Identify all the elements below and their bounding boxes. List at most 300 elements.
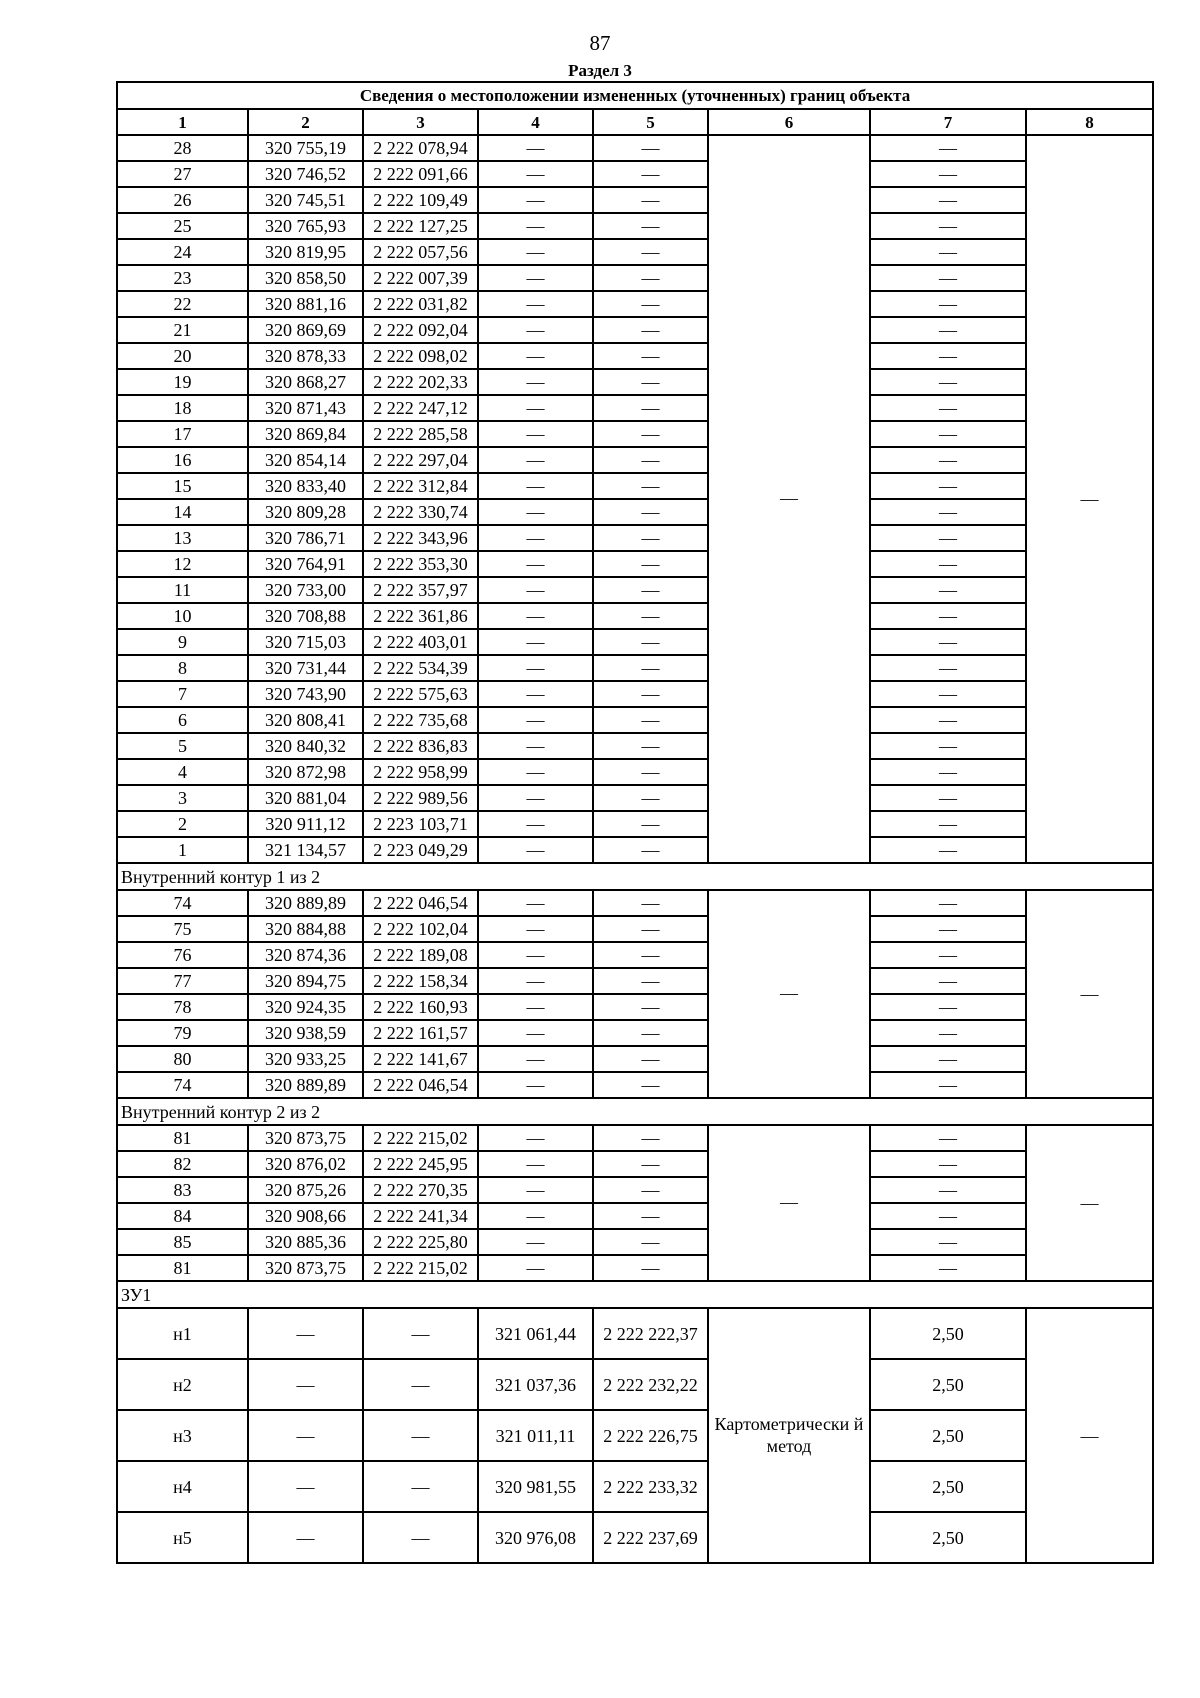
- new-x-coordinate-cell: —: [478, 1125, 593, 1151]
- x-coordinate-cell: 320 765,93: [248, 213, 363, 239]
- x-coordinate-cell: 320 924,35: [248, 994, 363, 1020]
- x-coordinate-cell: 320 908,66: [248, 1203, 363, 1229]
- new-x-coordinate-cell: —: [478, 1255, 593, 1281]
- column-number: 2: [248, 109, 363, 135]
- table-body: [117, 82, 1153, 1563]
- description-cell: —: [1026, 1308, 1153, 1563]
- new-x-coordinate-cell: —: [478, 343, 593, 369]
- y-coordinate-cell: 2 223 103,71: [363, 811, 478, 837]
- accuracy-cell: 2,50: [870, 1410, 1026, 1461]
- point-number-cell: 74: [117, 1072, 248, 1098]
- contour-group-row: [117, 1098, 1153, 1125]
- y-coordinate-cell: 2 222 958,99: [363, 759, 478, 785]
- new-y-coordinate-cell: —: [593, 551, 708, 577]
- table-row: [117, 1308, 1153, 1359]
- y-coordinate-cell: 2 222 836,83: [363, 733, 478, 759]
- y-coordinate-cell: 2 222 202,33: [363, 369, 478, 395]
- new-x-coordinate-cell: —: [478, 890, 593, 916]
- accuracy-cell: —: [870, 213, 1026, 239]
- new-y-coordinate-cell: —: [593, 1020, 708, 1046]
- new-x-coordinate-cell: —: [478, 942, 593, 968]
- x-coordinate-cell: 320 873,75: [248, 1255, 363, 1281]
- new-y-coordinate-cell: 2 222 222,37: [593, 1308, 708, 1359]
- table-row: [117, 837, 1153, 863]
- new-y-coordinate-cell: —: [593, 317, 708, 343]
- new-x-coordinate-cell: —: [478, 239, 593, 265]
- table-row: [117, 1512, 1153, 1563]
- new-x-coordinate-cell: —: [478, 681, 593, 707]
- point-number-cell: 17: [117, 421, 248, 447]
- x-coordinate-cell: 320 764,91: [248, 551, 363, 577]
- point-number-cell: 83: [117, 1177, 248, 1203]
- column-number: 7: [870, 109, 1026, 135]
- table-row: [117, 369, 1153, 395]
- new-y-coordinate-cell: —: [593, 890, 708, 916]
- table-row: [117, 733, 1153, 759]
- new-x-coordinate-cell: —: [478, 811, 593, 837]
- point-number-cell: 9: [117, 629, 248, 655]
- column-number: 8: [1026, 109, 1153, 135]
- accuracy-cell: —: [870, 916, 1026, 942]
- y-coordinate-cell: 2 222 247,12: [363, 395, 478, 421]
- new-y-coordinate-cell: —: [593, 525, 708, 551]
- accuracy-cell: —: [870, 187, 1026, 213]
- table-row: [117, 603, 1153, 629]
- point-number-cell: 5: [117, 733, 248, 759]
- x-coordinate-cell: 320 881,04: [248, 785, 363, 811]
- y-coordinate-cell: 2 222 007,39: [363, 265, 478, 291]
- column-numbers-row: [117, 109, 1153, 135]
- accuracy-cell: —: [870, 577, 1026, 603]
- new-y-coordinate-cell: —: [593, 1229, 708, 1255]
- x-coordinate-cell: 320 894,75: [248, 968, 363, 994]
- point-number-cell: н1: [117, 1308, 248, 1359]
- y-coordinate-cell: 2 222 297,04: [363, 447, 478, 473]
- accuracy-cell: —: [870, 1072, 1026, 1098]
- new-y-coordinate-cell: —: [593, 942, 708, 968]
- y-coordinate-cell: 2 222 575,63: [363, 681, 478, 707]
- x-coordinate-cell: 320 786,71: [248, 525, 363, 551]
- x-coordinate-cell: 320 933,25: [248, 1046, 363, 1072]
- point-number-cell: 75: [117, 916, 248, 942]
- point-number-cell: 6: [117, 707, 248, 733]
- x-coordinate-cell: 320 708,88: [248, 603, 363, 629]
- x-coordinate-cell: 320 876,02: [248, 1151, 363, 1177]
- accuracy-cell: —: [870, 681, 1026, 707]
- point-number-cell: 13: [117, 525, 248, 551]
- new-y-coordinate-cell: —: [593, 811, 708, 837]
- x-coordinate-cell: 320 911,12: [248, 811, 363, 837]
- method-cell: —: [708, 135, 870, 863]
- new-x-coordinate-cell: —: [478, 525, 593, 551]
- y-coordinate-cell: 2 222 225,80: [363, 1229, 478, 1255]
- new-x-coordinate-cell: 321 061,44: [478, 1308, 593, 1359]
- point-number-cell: 81: [117, 1125, 248, 1151]
- point-number-cell: 26: [117, 187, 248, 213]
- table-row: [117, 161, 1153, 187]
- table-row: [117, 629, 1153, 655]
- boundary-table: [116, 81, 1154, 1564]
- accuracy-cell: —: [870, 968, 1026, 994]
- point-number-cell: 76: [117, 942, 248, 968]
- accuracy-cell: —: [870, 655, 1026, 681]
- new-y-coordinate-cell: —: [593, 1203, 708, 1229]
- x-coordinate-cell: 320 938,59: [248, 1020, 363, 1046]
- y-coordinate-cell: 2 222 102,04: [363, 916, 478, 942]
- point-number-cell: 2: [117, 811, 248, 837]
- new-y-coordinate-cell: 2 222 232,22: [593, 1359, 708, 1410]
- table-row: [117, 577, 1153, 603]
- accuracy-cell: 2,50: [870, 1461, 1026, 1512]
- point-number-cell: 24: [117, 239, 248, 265]
- table-row: [117, 1410, 1153, 1461]
- point-number-cell: 10: [117, 603, 248, 629]
- y-coordinate-cell: 2 222 160,93: [363, 994, 478, 1020]
- y-coordinate-cell: 2 222 215,02: [363, 1255, 478, 1281]
- x-coordinate-cell: 320 869,69: [248, 317, 363, 343]
- x-coordinate-cell: —: [248, 1461, 363, 1512]
- x-coordinate-cell: 320 808,41: [248, 707, 363, 733]
- new-y-coordinate-cell: —: [593, 1046, 708, 1072]
- table-row: [117, 681, 1153, 707]
- new-x-coordinate-cell: —: [478, 1177, 593, 1203]
- new-y-coordinate-cell: —: [593, 343, 708, 369]
- y-coordinate-cell: 2 222 141,67: [363, 1046, 478, 1072]
- table-row: [117, 525, 1153, 551]
- y-coordinate-cell: 2 222 989,56: [363, 785, 478, 811]
- new-y-coordinate-cell: —: [593, 265, 708, 291]
- accuracy-cell: —: [870, 265, 1026, 291]
- new-x-coordinate-cell: —: [478, 785, 593, 811]
- y-coordinate-cell: 2 222 361,86: [363, 603, 478, 629]
- point-number-cell: 14: [117, 499, 248, 525]
- new-x-coordinate-cell: —: [478, 395, 593, 421]
- x-coordinate-cell: 320 833,40: [248, 473, 363, 499]
- table-row: [117, 551, 1153, 577]
- contour-group-row: [117, 1281, 1153, 1308]
- table-row: [117, 187, 1153, 213]
- new-y-coordinate-cell: —: [593, 291, 708, 317]
- table-row: [117, 1046, 1153, 1072]
- table-row: [117, 655, 1153, 681]
- accuracy-cell: 2,50: [870, 1512, 1026, 1563]
- description-cell: —: [1026, 1125, 1153, 1281]
- accuracy-cell: —: [870, 759, 1026, 785]
- new-x-coordinate-cell: —: [478, 317, 593, 343]
- point-number-cell: 7: [117, 681, 248, 707]
- new-y-coordinate-cell: —: [593, 499, 708, 525]
- table-row: [117, 213, 1153, 239]
- point-number-cell: 3: [117, 785, 248, 811]
- y-coordinate-cell: —: [363, 1308, 478, 1359]
- point-number-cell: 20: [117, 343, 248, 369]
- point-number-cell: 78: [117, 994, 248, 1020]
- x-coordinate-cell: 320 840,32: [248, 733, 363, 759]
- column-number: 1: [117, 109, 248, 135]
- table-row: [117, 421, 1153, 447]
- point-number-cell: 16: [117, 447, 248, 473]
- x-coordinate-cell: 320 889,89: [248, 1072, 363, 1098]
- new-y-coordinate-cell: —: [593, 447, 708, 473]
- x-coordinate-cell: 320 731,44: [248, 655, 363, 681]
- contour-label: Внутренний контур 1 из 2: [117, 863, 1153, 890]
- point-number-cell: н5: [117, 1512, 248, 1563]
- new-y-coordinate-cell: —: [593, 655, 708, 681]
- table-row: [117, 759, 1153, 785]
- accuracy-cell: —: [870, 421, 1026, 447]
- table-row: [117, 785, 1153, 811]
- x-coordinate-cell: 320 809,28: [248, 499, 363, 525]
- x-coordinate-cell: 320 871,43: [248, 395, 363, 421]
- x-coordinate-cell: 320 854,14: [248, 447, 363, 473]
- y-coordinate-cell: 2 222 312,84: [363, 473, 478, 499]
- y-coordinate-cell: 2 222 031,82: [363, 291, 478, 317]
- new-x-coordinate-cell: —: [478, 291, 593, 317]
- accuracy-cell: —: [870, 447, 1026, 473]
- new-y-coordinate-cell: —: [593, 395, 708, 421]
- new-y-coordinate-cell: —: [593, 785, 708, 811]
- accuracy-cell: —: [870, 837, 1026, 863]
- table-row: [117, 994, 1153, 1020]
- table-row: [117, 343, 1153, 369]
- point-number-cell: 12: [117, 551, 248, 577]
- accuracy-cell: —: [870, 239, 1026, 265]
- table-row: [117, 1255, 1153, 1281]
- new-y-coordinate-cell: 2 222 233,32: [593, 1461, 708, 1512]
- new-x-coordinate-cell: —: [478, 1229, 593, 1255]
- table-row: [117, 1203, 1153, 1229]
- description-cell: —: [1026, 890, 1153, 1098]
- accuracy-cell: —: [870, 161, 1026, 187]
- new-y-coordinate-cell: 2 222 226,75: [593, 1410, 708, 1461]
- y-coordinate-cell: —: [363, 1512, 478, 1563]
- accuracy-cell: —: [870, 525, 1026, 551]
- new-x-coordinate-cell: —: [478, 213, 593, 239]
- section-title: Раздел 3: [568, 61, 632, 80]
- new-x-coordinate-cell: —: [478, 421, 593, 447]
- y-coordinate-cell: 2 222 046,54: [363, 1072, 478, 1098]
- accuracy-cell: 2,50: [870, 1359, 1026, 1410]
- new-y-coordinate-cell: —: [593, 759, 708, 785]
- new-y-coordinate-cell: —: [593, 707, 708, 733]
- table-row: [117, 916, 1153, 942]
- y-coordinate-cell: 2 222 215,02: [363, 1125, 478, 1151]
- new-y-coordinate-cell: —: [593, 473, 708, 499]
- x-coordinate-cell: 320 743,90: [248, 681, 363, 707]
- x-coordinate-cell: 321 134,57: [248, 837, 363, 863]
- accuracy-cell: —: [870, 994, 1026, 1020]
- point-number-cell: 22: [117, 291, 248, 317]
- point-number-cell: 82: [117, 1151, 248, 1177]
- column-number: 5: [593, 109, 708, 135]
- new-x-coordinate-cell: 320 976,08: [478, 1512, 593, 1563]
- point-number-cell: 8: [117, 655, 248, 681]
- y-coordinate-cell: —: [363, 1410, 478, 1461]
- y-coordinate-cell: 2 222 343,96: [363, 525, 478, 551]
- table-row: [117, 135, 1153, 161]
- accuracy-cell: —: [870, 1046, 1026, 1072]
- x-coordinate-cell: —: [248, 1308, 363, 1359]
- accuracy-cell: —: [870, 369, 1026, 395]
- table-row: [117, 968, 1153, 994]
- accuracy-cell: —: [870, 499, 1026, 525]
- point-number-cell: 28: [117, 135, 248, 161]
- table-row: [117, 1151, 1153, 1177]
- new-y-coordinate-cell: —: [593, 603, 708, 629]
- y-coordinate-cell: 2 222 353,30: [363, 551, 478, 577]
- x-coordinate-cell: 320 819,95: [248, 239, 363, 265]
- new-y-coordinate-cell: —: [593, 1151, 708, 1177]
- accuracy-cell: —: [870, 1177, 1026, 1203]
- accuracy-cell: —: [870, 1203, 1026, 1229]
- new-x-coordinate-cell: —: [478, 603, 593, 629]
- new-y-coordinate-cell: —: [593, 213, 708, 239]
- new-y-coordinate-cell: —: [593, 994, 708, 1020]
- point-number-cell: 81: [117, 1255, 248, 1281]
- accuracy-cell: —: [870, 551, 1026, 577]
- point-number-cell: 84: [117, 1203, 248, 1229]
- point-number-cell: н4: [117, 1461, 248, 1512]
- accuracy-cell: —: [870, 135, 1026, 161]
- new-y-coordinate-cell: —: [593, 421, 708, 447]
- point-number-cell: 1: [117, 837, 248, 863]
- new-x-coordinate-cell: 321 037,36: [478, 1359, 593, 1410]
- table-row: [117, 1177, 1153, 1203]
- new-x-coordinate-cell: —: [478, 473, 593, 499]
- accuracy-cell: —: [870, 1125, 1026, 1151]
- x-coordinate-cell: 320 878,33: [248, 343, 363, 369]
- column-number: 6: [708, 109, 870, 135]
- accuracy-cell: —: [870, 317, 1026, 343]
- new-x-coordinate-cell: —: [478, 447, 593, 473]
- y-coordinate-cell: 2 222 357,97: [363, 577, 478, 603]
- accuracy-cell: —: [870, 629, 1026, 655]
- table-row: [117, 265, 1153, 291]
- new-x-coordinate-cell: —: [478, 707, 593, 733]
- y-coordinate-cell: 2 222 091,66: [363, 161, 478, 187]
- contour-group-row: [117, 863, 1153, 890]
- point-number-cell: 11: [117, 577, 248, 603]
- y-coordinate-cell: 2 223 049,29: [363, 837, 478, 863]
- point-number-cell: 15: [117, 473, 248, 499]
- new-x-coordinate-cell: —: [478, 629, 593, 655]
- new-y-coordinate-cell: —: [593, 968, 708, 994]
- table-row: [117, 707, 1153, 733]
- new-y-coordinate-cell: —: [593, 369, 708, 395]
- x-coordinate-cell: 320 875,26: [248, 1177, 363, 1203]
- table-row: [117, 811, 1153, 837]
- accuracy-cell: —: [870, 473, 1026, 499]
- new-x-coordinate-cell: —: [478, 1020, 593, 1046]
- new-x-coordinate-cell: —: [478, 265, 593, 291]
- point-number-cell: 27: [117, 161, 248, 187]
- method-cell: —: [708, 890, 870, 1098]
- y-coordinate-cell: 2 222 158,34: [363, 968, 478, 994]
- table-caption: Сведения о местоположении измененных (уточненных) границ объекта: [117, 82, 1153, 109]
- x-coordinate-cell: 320 858,50: [248, 265, 363, 291]
- accuracy-cell: —: [870, 1229, 1026, 1255]
- new-y-coordinate-cell: —: [593, 577, 708, 603]
- new-x-coordinate-cell: —: [478, 1046, 593, 1072]
- table-row: [117, 942, 1153, 968]
- new-y-coordinate-cell: —: [593, 916, 708, 942]
- new-x-coordinate-cell: —: [478, 577, 593, 603]
- new-y-coordinate-cell: —: [593, 1072, 708, 1098]
- y-coordinate-cell: 2 222 189,08: [363, 942, 478, 968]
- point-number-cell: н2: [117, 1359, 248, 1410]
- y-coordinate-cell: 2 222 330,74: [363, 499, 478, 525]
- x-coordinate-cell: —: [248, 1410, 363, 1461]
- new-y-coordinate-cell: —: [593, 837, 708, 863]
- new-x-coordinate-cell: —: [478, 994, 593, 1020]
- accuracy-cell: —: [870, 603, 1026, 629]
- table-row: [117, 1072, 1153, 1098]
- new-y-coordinate-cell: —: [593, 1255, 708, 1281]
- new-y-coordinate-cell: —: [593, 187, 708, 213]
- table-row: [117, 317, 1153, 343]
- x-coordinate-cell: 320 745,51: [248, 187, 363, 213]
- point-number-cell: н3: [117, 1410, 248, 1461]
- point-number-cell: 85: [117, 1229, 248, 1255]
- column-number: 4: [478, 109, 593, 135]
- new-x-coordinate-cell: 320 981,55: [478, 1461, 593, 1512]
- new-x-coordinate-cell: —: [478, 135, 593, 161]
- new-x-coordinate-cell: 321 011,11: [478, 1410, 593, 1461]
- table-row: [117, 239, 1153, 265]
- point-number-cell: 19: [117, 369, 248, 395]
- y-coordinate-cell: 2 222 078,94: [363, 135, 478, 161]
- x-coordinate-cell: 320 872,98: [248, 759, 363, 785]
- new-y-coordinate-cell: —: [593, 733, 708, 759]
- y-coordinate-cell: 2 222 092,04: [363, 317, 478, 343]
- new-x-coordinate-cell: —: [478, 968, 593, 994]
- table-row: [117, 1125, 1153, 1151]
- new-x-coordinate-cell: —: [478, 655, 593, 681]
- new-x-coordinate-cell: —: [478, 369, 593, 395]
- accuracy-cell: —: [870, 890, 1026, 916]
- x-coordinate-cell: 320 733,00: [248, 577, 363, 603]
- y-coordinate-cell: 2 222 241,34: [363, 1203, 478, 1229]
- new-x-coordinate-cell: —: [478, 499, 593, 525]
- new-x-coordinate-cell: —: [478, 837, 593, 863]
- new-x-coordinate-cell: —: [478, 161, 593, 187]
- x-coordinate-cell: 320 874,36: [248, 942, 363, 968]
- table-row: [117, 499, 1153, 525]
- method-cell: Картометрически й метод: [708, 1308, 870, 1563]
- method-cell: —: [708, 1125, 870, 1281]
- new-y-coordinate-cell: —: [593, 1177, 708, 1203]
- table-row: [117, 1359, 1153, 1410]
- accuracy-cell: —: [870, 942, 1026, 968]
- new-x-coordinate-cell: —: [478, 759, 593, 785]
- table-row: [117, 1020, 1153, 1046]
- new-y-coordinate-cell: —: [593, 1125, 708, 1151]
- accuracy-cell: —: [870, 811, 1026, 837]
- new-x-coordinate-cell: —: [478, 187, 593, 213]
- new-x-coordinate-cell: —: [478, 916, 593, 942]
- x-coordinate-cell: 320 873,75: [248, 1125, 363, 1151]
- table-row: [117, 447, 1153, 473]
- x-coordinate-cell: 320 755,19: [248, 135, 363, 161]
- accuracy-cell: —: [870, 785, 1026, 811]
- new-x-coordinate-cell: —: [478, 1072, 593, 1098]
- x-coordinate-cell: 320 869,84: [248, 421, 363, 447]
- table-row: [117, 473, 1153, 499]
- x-coordinate-cell: 320 884,88: [248, 916, 363, 942]
- x-coordinate-cell: 320 746,52: [248, 161, 363, 187]
- x-coordinate-cell: 320 889,89: [248, 890, 363, 916]
- new-x-coordinate-cell: —: [478, 1151, 593, 1177]
